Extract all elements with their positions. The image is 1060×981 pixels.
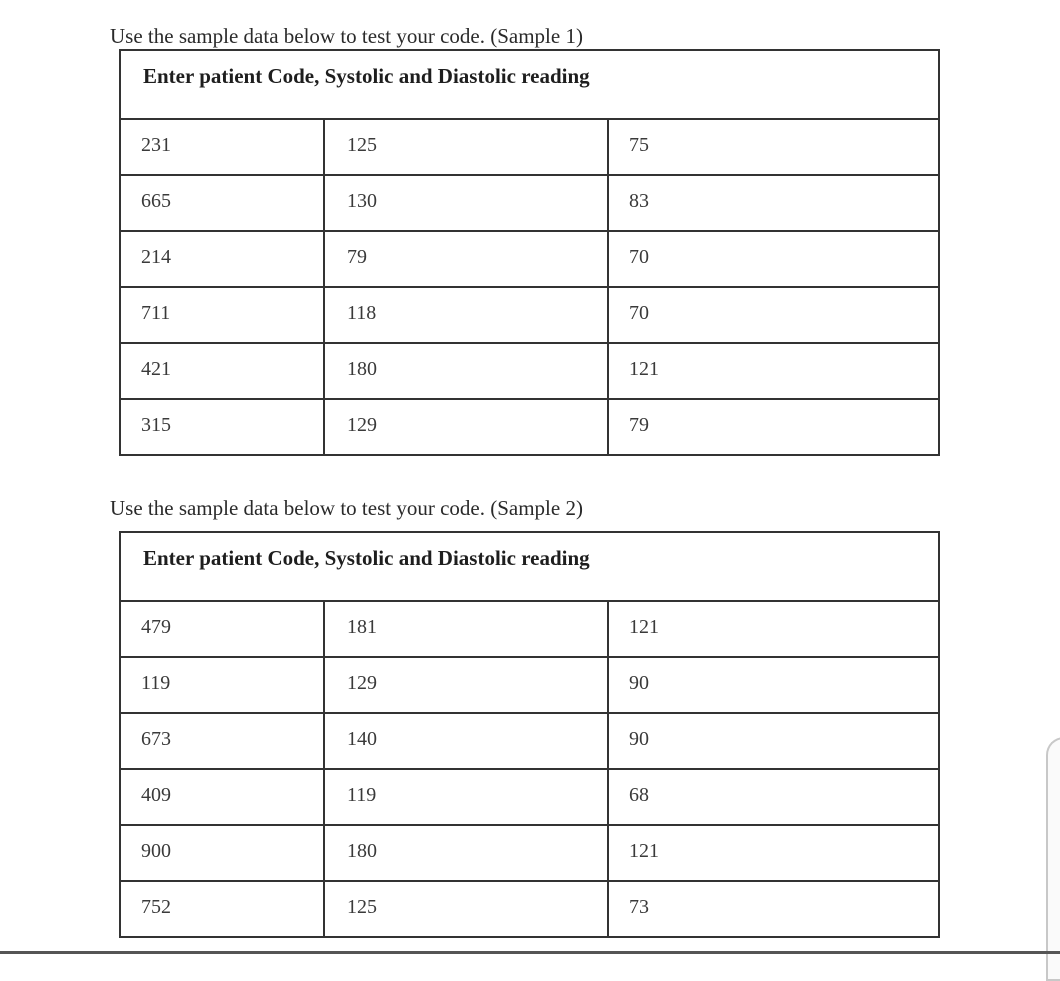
table-row <box>120 231 939 287</box>
sample-1-table <box>119 49 940 456</box>
diastolic-cell: 121 <box>608 343 939 399</box>
systolic-cell: 119 <box>324 769 608 825</box>
patient-code-cell: 711 <box>120 287 324 343</box>
table-row <box>120 399 939 455</box>
table-header: Enter patient Code, Systolic and Diastolic reading <box>120 50 939 119</box>
patient-code-cell: 752 <box>120 881 324 937</box>
diastolic-cell: 70 <box>608 231 939 287</box>
table-row <box>120 713 939 769</box>
page-bottom-divider <box>0 951 1060 954</box>
patient-code-cell: 665 <box>120 175 324 231</box>
diastolic-cell: 79 <box>608 399 939 455</box>
table-row <box>120 287 939 343</box>
patient-code-cell: 421 <box>120 343 324 399</box>
systolic-cell: 125 <box>324 881 608 937</box>
systolic-cell: 180 <box>324 343 608 399</box>
systolic-cell: 125 <box>324 119 608 175</box>
diastolic-cell: 90 <box>608 713 939 769</box>
patient-code-cell: 214 <box>120 231 324 287</box>
table-header-row <box>120 50 939 119</box>
diastolic-cell: 90 <box>608 657 939 713</box>
systolic-cell: 140 <box>324 713 608 769</box>
table-header: Enter patient Code, Systolic and Diastolic reading <box>120 532 939 601</box>
diastolic-cell: 83 <box>608 175 939 231</box>
diastolic-cell: 70 <box>608 287 939 343</box>
diastolic-cell: 73 <box>608 881 939 937</box>
patient-code-cell: 479 <box>120 601 324 657</box>
table-row <box>120 769 939 825</box>
sample-1-caption: Use the sample data below to test your code. (Sample 1) <box>110 24 583 48</box>
table-row <box>120 119 939 175</box>
patient-code-cell: 315 <box>120 399 324 455</box>
table-row <box>120 881 939 937</box>
sample-2-table <box>119 531 940 938</box>
diastolic-cell: 75 <box>608 119 939 175</box>
patient-code-cell: 673 <box>120 713 324 769</box>
patient-code-cell: 409 <box>120 769 324 825</box>
systolic-cell: 181 <box>324 601 608 657</box>
table-row <box>120 175 939 231</box>
diastolic-cell: 121 <box>608 825 939 881</box>
sample-2-caption: Use the sample data below to test your code. (Sample 2) <box>110 496 583 520</box>
patient-code-cell: 900 <box>120 825 324 881</box>
systolic-cell: 180 <box>324 825 608 881</box>
table-row <box>120 601 939 657</box>
table-row <box>120 825 939 881</box>
table-row <box>120 657 939 713</box>
systolic-cell: 129 <box>324 657 608 713</box>
patient-code-cell: 119 <box>120 657 324 713</box>
systolic-cell: 130 <box>324 175 608 231</box>
diastolic-cell: 121 <box>608 601 939 657</box>
systolic-cell: 79 <box>324 231 608 287</box>
table-header-row <box>120 532 939 601</box>
side-panel-handle[interactable] <box>1046 737 1060 981</box>
patient-code-cell: 231 <box>120 119 324 175</box>
systolic-cell: 129 <box>324 399 608 455</box>
table-row <box>120 343 939 399</box>
systolic-cell: 118 <box>324 287 608 343</box>
diastolic-cell: 68 <box>608 769 939 825</box>
